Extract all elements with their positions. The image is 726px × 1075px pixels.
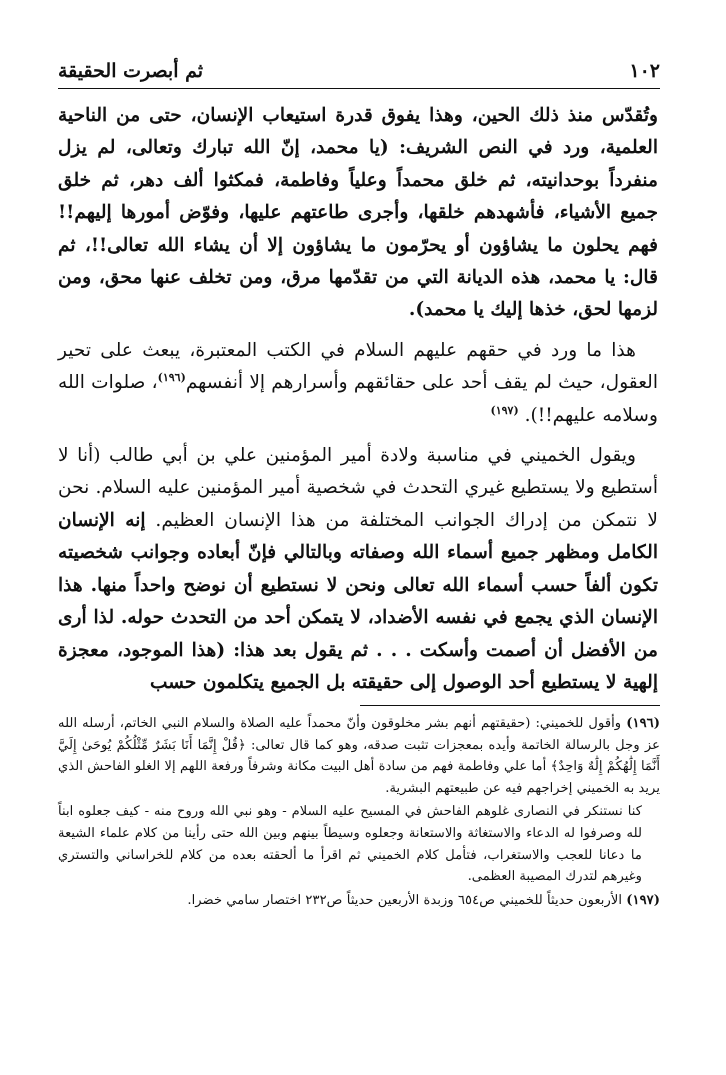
- paragraph-1: وتُقدّس منذ ذلك الحين، وهذا يفوق قدرة استيعاب الإنسان، حتى من الناحية العلمية، ورد في النص الشريف: (يا محمد، إنّ الله تبارك وتعالى، لم يزل منفرداً بوحدانيته، ثم خلق محمداً وعلياً وفاطمة، فمكثوا ألف دهر، ثم خلق جميع الأشياء، فأشهدهم خلقها، وأجرى طاعتهم عليها، وفوّض أمورها إليهم!! فهم يحلون ما يشاؤون أو يحرّمون ما يشاؤون إلا أن يشاء الله تعالى!!، ثم قال: يا محمد، هذه الديانة التي من تقدّمها مرق، ومن تخلف عنها محق، ومن لزمها لحق، خذها إليك يا محمد).: [58, 105, 658, 321]
- footnote-ref-197[interactable]: (١٩٧): [490, 403, 519, 417]
- paragraph-2-text: هذا ما ورد في حقهم عليهم السلام في الكتب المعتبرة، يبعث على تحير العقول، حيث لم يقف أحد على حقائقهم وأسرارهم إلا أنفسهم: [58, 339, 659, 394]
- footnote-rule: [360, 705, 660, 706]
- footnote-196-number: (١٩٦): [626, 716, 660, 731]
- footnote-196: [58, 713, 660, 799]
- header-rule: [58, 88, 660, 89]
- paragraph-2: [58, 335, 658, 432]
- paragraph-3: [58, 440, 658, 699]
- footnote-197-text: الأربعون حديثاً للخميني ص٦٥٤ وزبدة الأربعين حديثاً ص٢٣٢ اختصار سامي خضرا.: [187, 892, 623, 908]
- footnote-196-text: وأقول للخميني: (حقيقتهم أنهم بشر مخلوقون وأنّ محمداً عليه الصلاة والسلام النبي الخاتم، أرسله الله عز وجل بالرسالة الخاتمة وأيده بمعجزات تثبت صدقه، وهو كما قال تعالى: ﴿قُلْ إِنَّمَا أَنَا بَشَرٌ مِّثْلُكُمْ يُوحَىٰ إِلَيَّ أَنَّمَا إِلَٰهُكُمْ إِلَٰهٌ وَاحِدٌ﴾ أما علي وفاطمة فهم من سادة أهل البيت مكانة وشرفاً ورفعة اللهم إلا الغلو الفاحش الذي يريد به الخميني إخراجهم فيه عن طبيعتهم البشرية.: [58, 716, 660, 796]
- paragraph-3-bold: إنه الإنسان الكامل ومظهر جميع أسماء الله وصفاته وبالتالي فإنّ أبعاده وجوانب شخصيته تكون ألفاً حسب أسماء الله تعالى ونحن لا نستطيع أن نوضح واحداً منها. هذا الإنسان الذي يجمع في نفسه الأضداد، لا يتمكن أحد من التحدث حوله. لذا أرى من الأفضل أن أصمت وأسكت . . . ثم يقول بعد هذا: (هذا الموجود، معجزة إلهية لا يستطيع أحد الوصول إلى حقيقته بل الجميع يتكلمون حسب: [58, 509, 658, 693]
- paragraph-2-tail: ، صلوات الله وسلامه عليهم!!).: [58, 372, 658, 426]
- page-header: [58, 56, 660, 86]
- footnote-197: [58, 890, 660, 912]
- paragraph-3-intro: ويقول الخميني في مناسبة ولادة أمير المؤمنين علي بن أبي طالب (أنا لا أستطيع ولا يستطيع غيري التحدث في شخصية أمير المؤمنين عليه السلام. نحن لا نتمكن من إدراك الجوانب المختلفة من هذا الإنسان العظيم.: [58, 445, 658, 531]
- footnote-196-continuation: كنا نستنكر في النصارى غلوهم الفاحش في المسيح عليه السلام - وهو نبي الله وروح منه - كيف جعلوه ابناً لله وصرفوا له الدعاء والاستغاثة والاستعانة وجعلوه وسيطاً بينهم وبين الله حتى رأينا من كلام علماء الشيعة ما دعانا للعجب والاستغراب، فتأمل كلام الخميني ثم اقرأ ما ألحقته بعده من كلام للخراساني والتستري وغيرهم لتدرك المصيبة العظمى.: [58, 804, 642, 885]
- page-number: ١٠٢: [629, 60, 660, 82]
- running-title: ثم أبصرت الحقيقة: [58, 60, 204, 82]
- main-text: [58, 100, 658, 707]
- footnotes: [58, 713, 660, 913]
- footnote-197-number: (١٩٧): [626, 892, 660, 908]
- footnote-ref-196[interactable]: (١٩٦): [157, 371, 186, 385]
